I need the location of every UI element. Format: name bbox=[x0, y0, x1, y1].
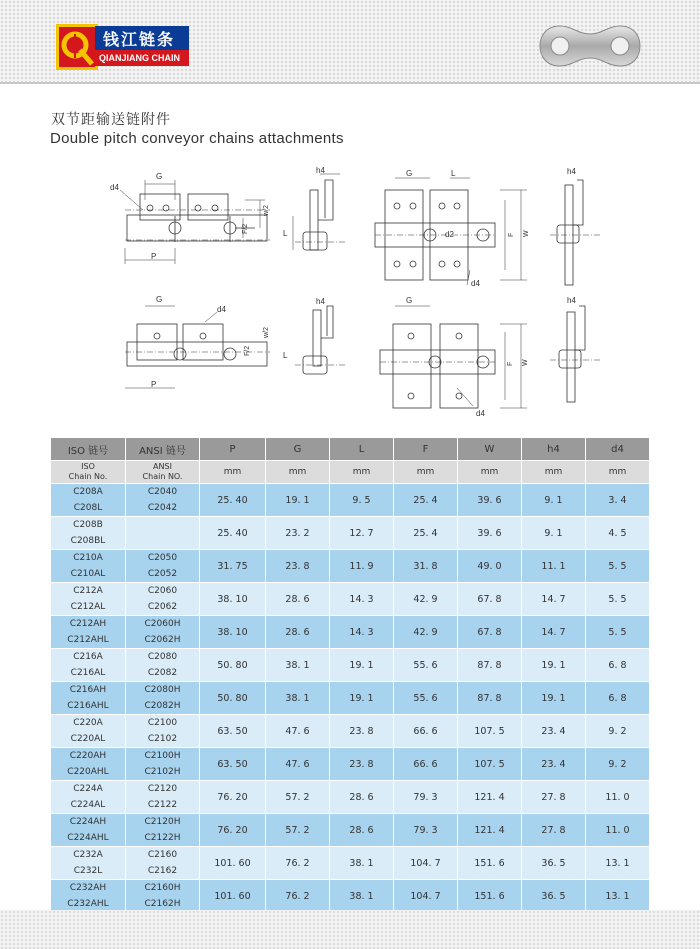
subheader-ansi bbox=[126, 461, 200, 484]
cell-l: 19. 1 bbox=[330, 682, 394, 715]
ansi-chain-no: C2160H bbox=[144, 883, 181, 893]
ansi-chain-no: C2062 bbox=[147, 602, 178, 612]
brand-logo-icon bbox=[56, 24, 98, 70]
cell-g: 57. 2 bbox=[266, 781, 330, 814]
table-row bbox=[51, 748, 650, 781]
table-row bbox=[51, 781, 650, 814]
cell-h4: 36. 5 bbox=[522, 880, 586, 913]
iso-chain-no: C212AL bbox=[70, 602, 106, 612]
cell-ansi bbox=[126, 484, 200, 517]
cell-w: 87. 8 bbox=[458, 649, 522, 682]
cell-d4: 9. 2 bbox=[586, 715, 650, 748]
spec-table-body bbox=[51, 438, 650, 913]
ansi-chain-no: C2060 bbox=[147, 586, 178, 596]
cell-p: 76. 20 bbox=[200, 814, 266, 847]
svg-text:w/2: w/2 bbox=[263, 205, 270, 216]
cell-f: 104. 7 bbox=[394, 847, 458, 880]
ansi-chain-no: C2062H bbox=[144, 635, 181, 645]
cell-p: 101. 60 bbox=[200, 847, 266, 880]
cell-p: 50. 80 bbox=[200, 682, 266, 715]
svg-text:F: F bbox=[507, 361, 514, 366]
ansi-chain-no: C2100H bbox=[144, 751, 181, 761]
cell-g: 28. 6 bbox=[266, 616, 330, 649]
ansi-chain-no: C2102 bbox=[147, 734, 178, 744]
cell-iso bbox=[51, 781, 126, 814]
iso-chain-no: C212AHL bbox=[67, 635, 109, 645]
cell-f: 66. 6 bbox=[394, 748, 458, 781]
ansi-chain-no: C2120H bbox=[144, 817, 181, 827]
col-header-f: F bbox=[394, 438, 458, 461]
cell-ansi bbox=[126, 814, 200, 847]
cell-f: 104. 7 bbox=[394, 880, 458, 913]
cell-ansi bbox=[126, 715, 200, 748]
iso-chain-no: C210AL bbox=[70, 569, 106, 579]
cell-p: 25. 40 bbox=[200, 484, 266, 517]
iso-chain-no: C232AHL bbox=[67, 899, 109, 909]
svg-text:L: L bbox=[283, 351, 288, 360]
cell-iso bbox=[51, 484, 126, 517]
cell-f: 42. 9 bbox=[394, 616, 458, 649]
cell-iso bbox=[51, 616, 126, 649]
iso-chain-no: C232A bbox=[73, 850, 103, 860]
brand-name-cn: 钱江链条 bbox=[95, 26, 189, 50]
cell-h4: 19. 1 bbox=[522, 649, 586, 682]
drawing-top-left bbox=[110, 172, 270, 264]
cell-iso bbox=[51, 748, 126, 781]
svg-text:F/2: F/2 bbox=[244, 345, 251, 356]
col-header-iso: ISO 链号 bbox=[51, 438, 126, 461]
cell-g: 47. 6 bbox=[266, 715, 330, 748]
iso-chain-no: C208A bbox=[73, 487, 103, 497]
svg-text:L: L bbox=[283, 229, 288, 238]
ansi-chain-no: C2160 bbox=[147, 850, 178, 860]
cell-l: 28. 6 bbox=[330, 814, 394, 847]
cell-ansi bbox=[126, 517, 200, 550]
header-divider bbox=[0, 82, 700, 84]
svg-text:h4: h4 bbox=[316, 297, 325, 306]
cell-p: 38. 10 bbox=[200, 583, 266, 616]
svg-text:d4: d4 bbox=[476, 409, 485, 418]
svg-text:L: L bbox=[451, 169, 456, 178]
cell-d4: 6. 8 bbox=[586, 649, 650, 682]
unit-d4: mm bbox=[586, 461, 650, 484]
cell-h4: 11. 1 bbox=[522, 550, 586, 583]
drawing-bottom-left bbox=[125, 295, 270, 389]
cell-g: 76. 2 bbox=[266, 847, 330, 880]
cell-d4: 5. 5 bbox=[586, 583, 650, 616]
cell-ansi bbox=[126, 781, 200, 814]
cell-d4: 4. 5 bbox=[586, 517, 650, 550]
cell-d4: 6. 8 bbox=[586, 682, 650, 715]
cell-l: 28. 6 bbox=[330, 781, 394, 814]
cell-f: 66. 6 bbox=[394, 715, 458, 748]
cell-g: 28. 6 bbox=[266, 583, 330, 616]
cell-d4: 5. 5 bbox=[586, 616, 650, 649]
svg-text:h4: h4 bbox=[316, 166, 325, 175]
ansi-chain-no: C2122H bbox=[144, 833, 181, 843]
cell-g: 23. 8 bbox=[266, 550, 330, 583]
cell-iso bbox=[51, 649, 126, 682]
cell-l: 23. 8 bbox=[330, 748, 394, 781]
svg-text:w/2: w/2 bbox=[263, 327, 270, 338]
cell-p: 38. 10 bbox=[200, 616, 266, 649]
cell-iso bbox=[51, 715, 126, 748]
cell-d4: 13. 1 bbox=[586, 880, 650, 913]
iso-chain-no: C232L bbox=[73, 866, 103, 876]
cell-f: 55. 6 bbox=[394, 649, 458, 682]
cell-f: 79. 3 bbox=[394, 781, 458, 814]
subheader-iso-text: ISO Chain No. bbox=[68, 462, 108, 481]
drawing-bottom-right-side bbox=[550, 296, 600, 402]
svg-text:d2: d2 bbox=[445, 230, 454, 239]
cell-h4: 36. 5 bbox=[522, 847, 586, 880]
cell-h4: 9. 1 bbox=[522, 484, 586, 517]
col-header-p: P bbox=[200, 438, 266, 461]
svg-text:d4: d4 bbox=[110, 183, 119, 192]
cell-p: 63. 50 bbox=[200, 748, 266, 781]
iso-chain-no: C220AHL bbox=[67, 767, 109, 777]
iso-chain-no: C224AH bbox=[69, 817, 107, 827]
iso-chain-no: C224AL bbox=[70, 800, 106, 810]
iso-chain-no: C220AL bbox=[70, 734, 106, 744]
cell-w: 67. 8 bbox=[458, 583, 522, 616]
svg-text:P: P bbox=[151, 380, 157, 389]
col-header-ansi: ANSI 链号 bbox=[126, 438, 200, 461]
cell-ansi bbox=[126, 682, 200, 715]
cell-h4: 23. 4 bbox=[522, 748, 586, 781]
ansi-chain-no: C2060H bbox=[144, 619, 181, 629]
cell-w: 107. 5 bbox=[458, 748, 522, 781]
svg-text:h4: h4 bbox=[567, 296, 576, 305]
drawing-top-right-side bbox=[550, 167, 600, 285]
cell-d4: 13. 1 bbox=[586, 847, 650, 880]
svg-text:h4: h4 bbox=[567, 167, 576, 176]
svg-text:G: G bbox=[156, 172, 163, 181]
cell-p: 50. 80 bbox=[200, 649, 266, 682]
subheader-ansi-text: ANSI Chain NO. bbox=[142, 462, 183, 481]
iso-chain-no: C216AL bbox=[70, 668, 106, 678]
iso-chain-no: C232AH bbox=[69, 883, 107, 893]
cell-f: 31. 8 bbox=[394, 550, 458, 583]
subheader-iso bbox=[51, 461, 126, 484]
cell-f: 25. 4 bbox=[394, 484, 458, 517]
cell-d4: 11. 0 bbox=[586, 814, 650, 847]
cell-h4: 19. 1 bbox=[522, 682, 586, 715]
table-row bbox=[51, 517, 650, 550]
cell-d4: 11. 0 bbox=[586, 781, 650, 814]
cell-h4: 9. 1 bbox=[522, 517, 586, 550]
cell-ansi bbox=[126, 880, 200, 913]
cell-p: 63. 50 bbox=[200, 715, 266, 748]
cell-p: 101. 60 bbox=[200, 880, 266, 913]
table-header-row bbox=[51, 438, 650, 461]
drawing-top-left-side bbox=[283, 166, 345, 250]
cell-w: 121. 4 bbox=[458, 814, 522, 847]
ansi-chain-no: C2082 bbox=[147, 668, 178, 678]
iso-chain-no: C220AH bbox=[69, 751, 107, 761]
cell-iso bbox=[51, 847, 126, 880]
spec-table bbox=[50, 437, 650, 913]
iso-chain-no: C220A bbox=[73, 718, 103, 728]
cell-l: 38. 1 bbox=[330, 847, 394, 880]
table-row bbox=[51, 814, 650, 847]
iso-chain-no: C208L bbox=[73, 503, 103, 513]
cell-l: 14. 3 bbox=[330, 583, 394, 616]
cell-iso bbox=[51, 814, 126, 847]
cell-iso bbox=[51, 682, 126, 715]
cell-l: 14. 3 bbox=[330, 616, 394, 649]
table-row bbox=[51, 616, 650, 649]
drawing-bottom-right bbox=[380, 296, 529, 418]
cell-h4: 27. 8 bbox=[522, 781, 586, 814]
unit-g: mm bbox=[266, 461, 330, 484]
cell-l: 12. 7 bbox=[330, 517, 394, 550]
cell-d4: 5. 5 bbox=[586, 550, 650, 583]
table-row bbox=[51, 484, 650, 517]
brand-name-en: QIANJIANG CHAIN bbox=[95, 50, 189, 66]
unit-f: mm bbox=[394, 461, 458, 484]
cell-l: 23. 8 bbox=[330, 715, 394, 748]
ansi-chain-no: C2100 bbox=[147, 718, 178, 728]
svg-text:W: W bbox=[523, 230, 530, 237]
cell-iso bbox=[51, 880, 126, 913]
unit-w: mm bbox=[458, 461, 522, 484]
unit-h4: mm bbox=[522, 461, 586, 484]
cell-h4: 23. 4 bbox=[522, 715, 586, 748]
col-header-h4: h4 bbox=[522, 438, 586, 461]
technical-drawings bbox=[95, 160, 615, 422]
svg-text:F: F bbox=[508, 232, 515, 237]
ansi-chain-no: C2120 bbox=[147, 784, 178, 794]
cell-w: 107. 5 bbox=[458, 715, 522, 748]
cell-f: 79. 3 bbox=[394, 814, 458, 847]
cell-w: 39. 6 bbox=[458, 484, 522, 517]
page-title-en: Double pitch conveyor chains attachments bbox=[50, 130, 344, 147]
col-header-g: G bbox=[266, 438, 330, 461]
cell-g: 23. 2 bbox=[266, 517, 330, 550]
cell-h4: 14. 7 bbox=[522, 583, 586, 616]
svg-text:G: G bbox=[406, 169, 413, 178]
cell-iso bbox=[51, 517, 126, 550]
iso-chain-no: C212AH bbox=[69, 619, 107, 629]
cell-w: 39. 6 bbox=[458, 517, 522, 550]
ansi-chain-no: C2052 bbox=[147, 569, 178, 579]
unit-l: mm bbox=[330, 461, 394, 484]
cell-w: 151. 6 bbox=[458, 880, 522, 913]
chain-link-icon bbox=[538, 22, 642, 70]
svg-text:d4: d4 bbox=[471, 279, 480, 288]
ansi-chain-no: C2080H bbox=[144, 685, 181, 695]
cell-g: 19. 1 bbox=[266, 484, 330, 517]
cell-f: 25. 4 bbox=[394, 517, 458, 550]
iso-chain-no: C216AHL bbox=[67, 701, 109, 711]
table-row bbox=[51, 550, 650, 583]
iso-chain-no: C210A bbox=[73, 553, 103, 563]
svg-text:d4: d4 bbox=[217, 305, 226, 314]
ansi-chain-no bbox=[126, 533, 199, 549]
iso-chain-no: C224A bbox=[73, 784, 103, 794]
footer-band bbox=[0, 910, 700, 949]
drawing-top-right bbox=[375, 169, 530, 288]
svg-text:F/2: F/2 bbox=[242, 223, 249, 234]
ansi-chain-no: C2122 bbox=[147, 800, 178, 810]
cell-w: 67. 8 bbox=[458, 616, 522, 649]
cell-iso bbox=[51, 550, 126, 583]
ansi-chain-no: C2040 bbox=[147, 487, 178, 497]
cell-ansi bbox=[126, 616, 200, 649]
iso-chain-no: C216AH bbox=[69, 685, 107, 695]
cell-w: 87. 8 bbox=[458, 682, 522, 715]
cell-w: 121. 4 bbox=[458, 781, 522, 814]
cell-g: 57. 2 bbox=[266, 814, 330, 847]
ansi-chain-no: C2080 bbox=[147, 652, 178, 662]
svg-text:P: P bbox=[151, 252, 157, 261]
cell-f: 55. 6 bbox=[394, 682, 458, 715]
iso-chain-no: C208BL bbox=[70, 536, 106, 546]
svg-text:W: W bbox=[522, 359, 529, 366]
drawing-bottom-left-side bbox=[283, 297, 345, 374]
svg-text:G: G bbox=[406, 296, 413, 305]
ansi-chain-no: C2162H bbox=[144, 899, 181, 909]
unit-p: mm bbox=[200, 461, 266, 484]
ansi-chain-no bbox=[126, 517, 199, 533]
table-row bbox=[51, 880, 650, 913]
col-header-l: L bbox=[330, 438, 394, 461]
cell-w: 49. 0 bbox=[458, 550, 522, 583]
iso-chain-no: C216A bbox=[73, 652, 103, 662]
cell-ansi bbox=[126, 748, 200, 781]
table-row bbox=[51, 583, 650, 616]
cell-ansi bbox=[126, 649, 200, 682]
col-header-w: W bbox=[458, 438, 522, 461]
ansi-chain-no: C2082H bbox=[144, 701, 181, 711]
table-row bbox=[51, 649, 650, 682]
table-subheader-row bbox=[51, 461, 650, 484]
cell-g: 38. 1 bbox=[266, 649, 330, 682]
cell-p: 31. 75 bbox=[200, 550, 266, 583]
cell-p: 76. 20 bbox=[200, 781, 266, 814]
table-row bbox=[51, 715, 650, 748]
cell-ansi bbox=[126, 550, 200, 583]
ansi-chain-no: C2162 bbox=[147, 866, 178, 876]
cell-w: 151. 6 bbox=[458, 847, 522, 880]
cell-l: 19. 1 bbox=[330, 649, 394, 682]
svg-text:G: G bbox=[156, 295, 163, 304]
cell-h4: 27. 8 bbox=[522, 814, 586, 847]
page-title-cn: 双节距输送链附件 bbox=[51, 112, 171, 128]
ansi-chain-no: C2042 bbox=[147, 503, 178, 513]
ansi-chain-no: C2050 bbox=[147, 553, 178, 563]
col-header-d4: d4 bbox=[586, 438, 650, 461]
cell-d4: 9. 2 bbox=[586, 748, 650, 781]
cell-g: 38. 1 bbox=[266, 682, 330, 715]
cell-f: 42. 9 bbox=[394, 583, 458, 616]
cell-ansi bbox=[126, 583, 200, 616]
ansi-chain-no: C2102H bbox=[144, 767, 181, 777]
table-row bbox=[51, 847, 650, 880]
cell-g: 76. 2 bbox=[266, 880, 330, 913]
cell-l: 9. 5 bbox=[330, 484, 394, 517]
table-row bbox=[51, 682, 650, 715]
cell-p: 25. 40 bbox=[200, 517, 266, 550]
cell-g: 47. 6 bbox=[266, 748, 330, 781]
cell-iso bbox=[51, 583, 126, 616]
cell-l: 38. 1 bbox=[330, 880, 394, 913]
cell-h4: 14. 7 bbox=[522, 616, 586, 649]
iso-chain-no: C224AHL bbox=[67, 833, 109, 843]
iso-chain-no: C208B bbox=[73, 520, 103, 530]
cell-d4: 3. 4 bbox=[586, 484, 650, 517]
cell-ansi bbox=[126, 847, 200, 880]
cell-l: 11. 9 bbox=[330, 550, 394, 583]
iso-chain-no: C212A bbox=[73, 586, 103, 596]
